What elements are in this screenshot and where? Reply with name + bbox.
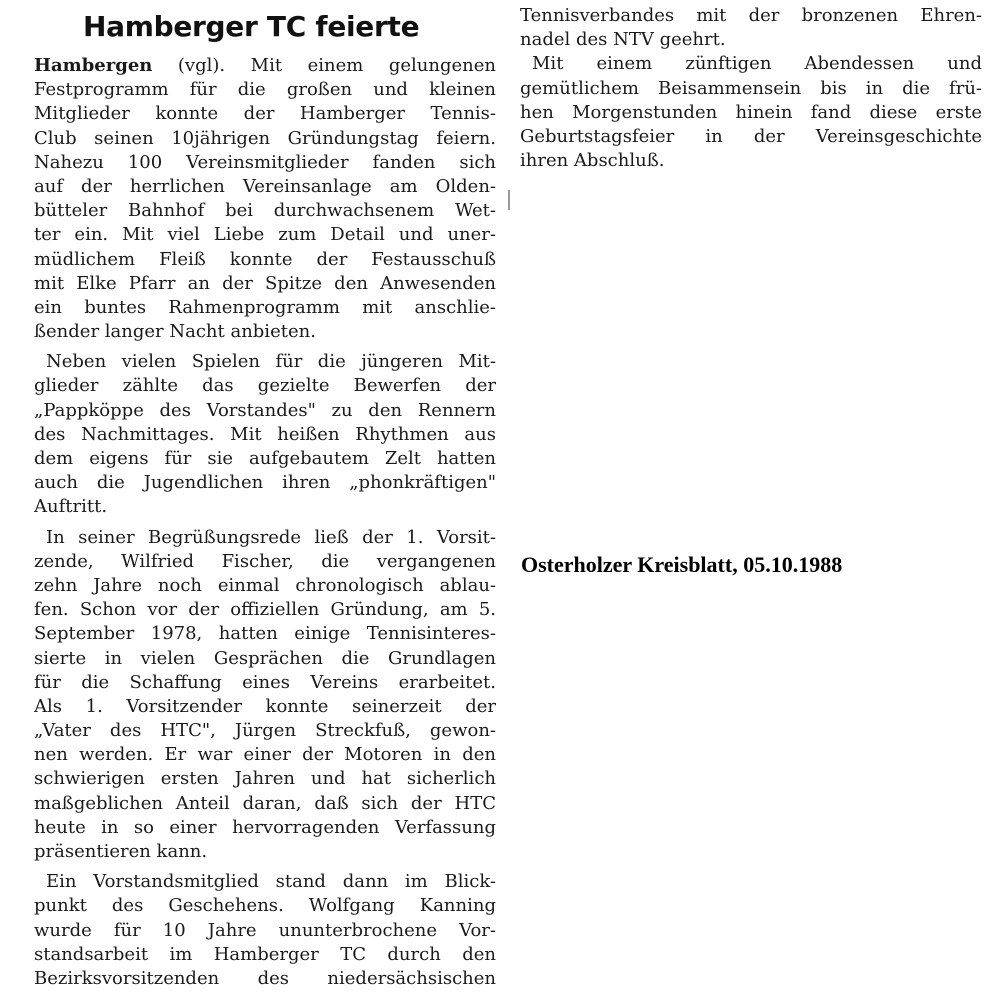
text-line [520,4,982,28]
text-line [34,248,496,272]
text-line-content: müdlichem Fleiß konnte der Festausschuß [34,248,496,270]
text-line [34,792,496,816]
text-line-content: auch die Jugendlichen ihren „phonkräftigen" [34,472,496,494]
text-line [520,149,982,173]
text-line-content: Club seinen 10jährigen Gründungstag feiern. [34,127,496,149]
text-line [34,127,496,151]
text-line-content: Neben vielen Spielen für die jüngeren Mit- [46,351,496,373]
text-line [520,101,982,125]
text-line [34,719,496,743]
text-line-content: nadel des NTV geehrt. [520,29,726,51]
text-line-content: für die Schaffung eines Vereins erarbeitet. [34,671,496,693]
text-line [34,943,496,967]
text-line [34,743,496,767]
text-line-content: Festprogramm für die großen und kleinen [34,79,496,101]
text-line [34,919,496,943]
text-line [34,550,496,574]
text-line-content: ihren Abschluß. [520,150,665,172]
text-line-content: hen Morgenstunden hinein fand diese erste [520,101,982,123]
text-line [34,374,496,398]
text-line-content: zende, Wilfried Fischer, die vergangenen [34,550,496,572]
text-line-content: Ein Vorstandsmitglied stand dann im Blick- [46,871,496,893]
text-line-content: Tennisverbandes mit der bronzenen Ehren- [520,5,982,26]
text-line-content: dem eigens für sie aufgebautem Zelt hatten [34,448,496,469]
text-line [34,622,496,646]
text-line-content: „Vater des HTC", Jürgen Streckfuß, gewon- [34,720,496,742]
text-line [34,870,496,894]
text-line-content: Bezirksvorsitzenden des niedersächsischen [34,967,496,989]
text-line [520,28,982,52]
text-line-content: ein buntes Rahmenprogramm mit anschlie- [34,296,496,318]
text-line-content: punkt des Geschehens. Wolfgang Kanning [34,895,496,917]
text-line [34,151,496,175]
text-line-content: ßender langer Nacht anbieten. [34,321,316,343]
source-citation: Osterholzer Kreisblatt, 05.10.1988 [521,552,843,577]
text-line-content: Mit einem zünftigen Abendessen und [532,53,982,75]
text-line-content: gemütlichem Beisammensein bis in die frü- [520,77,982,99]
text-line [34,526,496,550]
text-line-content: heute in so einer hervorragenden Verfassung [34,816,496,838]
article-column-left [34,54,496,991]
article-headline: Hamberger TC feierte [83,10,420,43]
text-line-content: sierte in vielen Gesprächen die Grundlagen [34,647,496,669]
text-line-content: standsarbeit im Hamberger TC durch den [34,943,496,965]
text-line [34,767,496,791]
text-line-content: Geburtstagsfeier in der Vereinsgeschichte [520,125,982,147]
text-line-content: auf der herrlichen Vereinsanlage am Olden- [34,175,496,197]
column-divider [508,190,510,210]
text-line-content: wurde für 10 Jahre ununterbrochene Vor- [34,919,496,941]
text-line [34,54,496,78]
text-line-content: Nahezu 100 Vereinsmitglieder fanden sich [34,151,496,173]
text-line [520,77,982,101]
text-line [520,125,982,149]
dateline: Hambergen [34,55,153,76]
text-line [34,695,496,719]
text-line [34,175,496,199]
text-line-content: präsentieren kann. [34,841,208,862]
text-line [34,671,496,695]
text-line [34,894,496,918]
text-line [34,967,496,991]
text-line [34,495,496,519]
text-line-content: Mitglieder konnte der Hamberger Tennis- [34,103,496,125]
text-line-content: zehn Jahre noch einmal chronologisch ablau- [34,574,496,596]
text-line-content: (vgl). Mit einem gelungenen [152,55,496,76]
text-line-content: September 1978, hatten einige Tennisinteres- [34,623,496,645]
text-line [34,350,496,374]
text-line [34,272,496,296]
text-line [34,598,496,622]
text-line [34,447,496,471]
text-line [34,399,496,423]
text-line-content: glieder zählte das gezielte Bewerfen der [34,375,496,397]
text-line [34,102,496,126]
text-line-content: Als 1. Vorsitzender konnte seinerzeit der [34,695,496,717]
text-line-content: fen. Schon vor der offiziellen Gründung, am 5. [34,599,496,621]
text-line-content: mit Elke Pfarr an der Spitze den Anwesenden [34,272,496,294]
text-line [34,647,496,671]
text-line-content: des Nachmittages. Mit heißen Rhythmen aus [34,423,496,445]
text-line-content: schwierigen ersten Jahren und hat sicherlich [34,768,496,790]
text-line [34,320,496,344]
text-line [34,223,496,247]
article-column-right [520,4,982,173]
text-line [34,423,496,447]
text-line-content: maßgeblichen Anteil daran, daß sich der HTC [34,792,496,814]
text-line [34,574,496,598]
text-line [34,471,496,495]
text-line [34,296,496,320]
text-line [34,78,496,102]
text-line [520,52,982,76]
text-line-content: nen werden. Er war einer der Motoren in den [34,744,496,766]
text-line [34,840,496,864]
text-line [34,816,496,840]
text-line-content: bütteler Bahnhof bei durchwachsenem Wet- [34,200,496,222]
text-line [34,199,496,223]
text-line-content: In seiner Begrüßungsrede ließ der 1. Vorsit- [46,526,496,548]
text-line-content: „Pappköppe des Vorstandes" zu den Rennern [34,399,496,421]
text-line-content: ter ein. Mit viel Liebe zum Detail und uner- [34,224,496,246]
text-line-content: Auftritt. [34,496,108,518]
